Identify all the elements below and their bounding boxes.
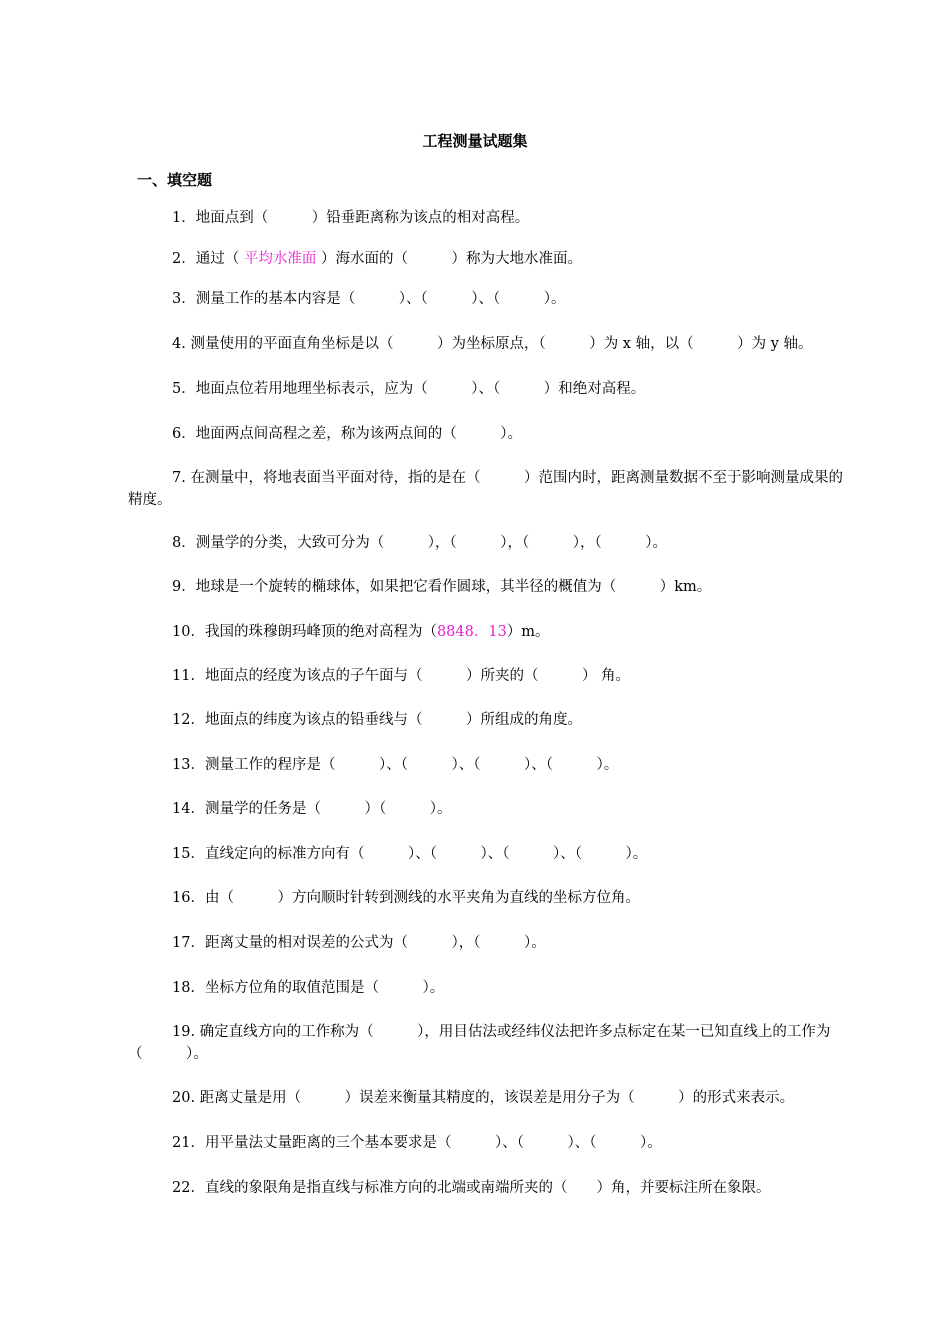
question-10 (128, 621, 848, 643)
question-1 (128, 207, 848, 229)
question-text: 11．地面点的经度为该点的子午面与（ ）所夹的（ ） 角。 (172, 668, 631, 684)
answer-text: 8848．13 (436, 624, 507, 640)
page-title: 工程测量试题集 (422, 132, 528, 150)
question-text: 22．直线的象限角是指直线与标准方向的北端或南端所夹的（ ）角，并要标注所在象限。 (172, 1180, 771, 1196)
question-text: 17．距离丈量的相对误差的公式为（ ），（ ）。 (172, 935, 546, 951)
question-text: 15．直线定向的标准方向有（ ）、（ ）、（ ）、（ ）。 (172, 846, 648, 862)
question-text: 3．测量工作的基本内容是（ ）、（ ）、（ ）。 (172, 291, 566, 307)
question-text: ）m。 (506, 624, 550, 640)
question-text: 16．由（ ）方向顺时针转到测线的水平夹角为直线的坐标方位角。 (172, 890, 640, 906)
question-8 (128, 532, 848, 554)
question-text: 8．测量学的分类，大致可分为（ ），（ ），（ ），（ ）。 (172, 535, 667, 551)
question-16 (128, 887, 848, 909)
question-21 (128, 1132, 848, 1154)
question-text: 14．测量学的任务是（ ）（ ）。 (172, 801, 452, 817)
question-text: 10．我国的珠穆朗玛峰顶的绝对高程为（ (172, 624, 437, 640)
question-text: 13．测量工作的程序是（ ）、（ ）、（ ）、（ ）。 (172, 757, 619, 773)
section-heading: 一、填空题 (137, 171, 213, 189)
question-22 (128, 1177, 848, 1199)
question-9 (128, 576, 848, 598)
question-text: 12．地面点的纬度为该点的铅垂线与（ ）所组成的角度。 (172, 712, 582, 728)
question-text: 9．地球是一个旋转的椭球体，如果把它看作圆球，其半径的概值为（ ）km。 (172, 579, 712, 595)
question-20 (128, 1087, 848, 1109)
answer-text: 平均水准面 (243, 251, 317, 267)
question-3 (128, 288, 848, 310)
question-13 (128, 754, 848, 776)
question-7 (128, 467, 848, 511)
question-text: 18．坐标方位角的取值范围是（ ）。 (172, 980, 445, 996)
question-17 (128, 932, 848, 954)
question-text: 1．地面点到（ ）铅垂距离称为该点的相对高程。 (172, 210, 530, 226)
question-text: 20. 距离丈量是用（ ）误差来衡量其精度的，该误差是用分子为（ ）的形式来表示。 (172, 1090, 795, 1106)
question-text: 6．地面两点间高程之差，称为该两点间的（ ）。 (172, 426, 522, 442)
question-18 (128, 977, 848, 999)
question-6 (128, 423, 848, 445)
question-text: 7. 在测量中，将地表面当平面对待，指的是在（ ）范围内时，距离测量数据不至于影响测量成果的精度。 (128, 470, 843, 508)
question-text: 4. 测量使用的平面直角坐标是以（ ）为坐标原点，（ ）为 x 轴，以（ ）为 y 轴。 (172, 336, 813, 352)
question-19 (128, 1021, 848, 1065)
question-text: 21．用平量法丈量距离的三个基本要求是（ ）、（ ）、（ ）。 (172, 1135, 662, 1151)
question-text: 2．通过（ (172, 251, 244, 267)
question-2 (128, 248, 848, 270)
question-12 (128, 709, 848, 731)
question-4 (128, 333, 848, 355)
question-5 (128, 378, 848, 400)
question-15 (128, 843, 848, 865)
question-text: 5．地面点位若用地理坐标表示，应为（ ）、（ ）和绝对高程。 (172, 381, 646, 397)
question-14 (128, 798, 848, 820)
question-11 (128, 665, 848, 687)
question-text: ）海水面的（ ）称为大地水准面。 (316, 251, 582, 267)
question-text: 19. 确定直线方向的工作称为（ ），用目估法或经纬仪法把许多点标定在某一已知直线上的工作为（ ）。 (128, 1024, 831, 1062)
